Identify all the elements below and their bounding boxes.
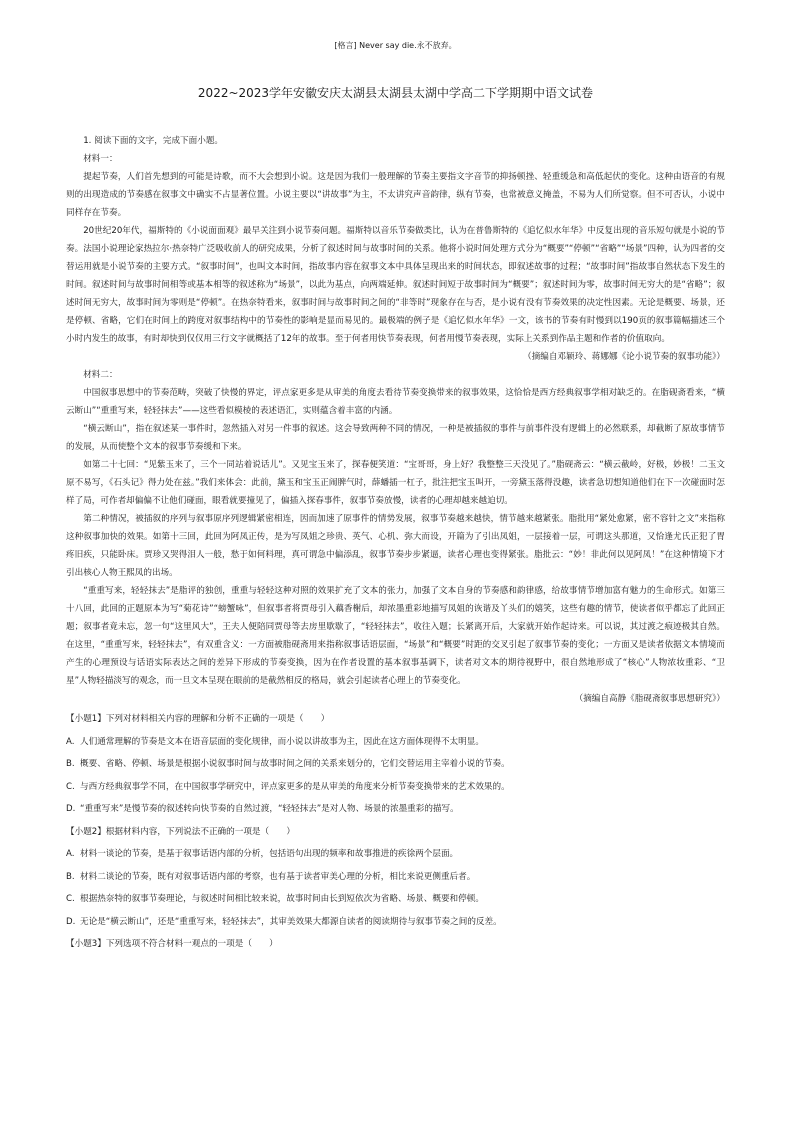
option-b[interactable] [66,866,725,889]
option-d[interactable] [66,798,725,821]
option-text: 根据热奈特的叙事节奏理论，与叙述时间相比较来说，故事时间由长到短依次为省略、场景、概要和停顿。 [80,894,484,904]
option-d[interactable] [66,911,725,934]
option-letter: D. [66,804,76,814]
question-2 [66,821,725,934]
material2-paragraph: 中国叙事思想中的节奏范畴，突破了快慢的界定，评点家更多是从审美的角度去看待节奏变换带来的叙事效果，这恰恰是西方经典叙事学相对缺乏的。在脂砚斋看来，“横云断山”“重重写来，轻轻抹去”——这些看似模棱的表述语汇，实则蕴含着丰富的内涵。 [66,388,725,416]
option-letter: A. [66,736,75,747]
option-c[interactable] [66,888,725,911]
material2-paragraph: 第二种情况，被插叙的序列与叙事原序列逻辑紧密相连，因而加速了原事件的情势发展，叙事节奏越来越快，情节越来越紧张。脂批用“紧处愈紧，密不容针之文”来指称这种叙事加快的效果。如第十三回，此回为阿凤正传，是为写凤姐之珍贵、英气、心机、弥大而设，开篇为了引出凤姐，一层接着一层，可谓这头那道，又恰逢尤氏正犯了胃疼旧疾，只能卧床。贾珍又哭得泪人一般，愁于如何料理，真可谓急中偏添乱，叙事节奏步步紧逼，读者心理也变得紧张。脂批云：“妙！非此何以见阿凤！”在这种情境下才引出核心人物王熙凤的出场。 [66,514,725,578]
option-text: 材料一谈论的节奏，是基于叙事话语内部的分析，包括语句出现的频率和故事推进的疾徐两个层面。 [80,849,459,859]
option-letter: B. [66,759,75,769]
option-text: 无论是“横云断山”，还是“重重写来，轻轻抹去”，其审美效果大都源自读者的阅读期待与叙事节奏之间的反差。 [80,916,502,927]
material2-paragraph: “重重写来，轻轻抹去”是脂评的独创，重重与轻轻这种对照的效果扩充了文本的张力，加强了文本自身的节奏感和韵律感，给故事情节增加富有魅力的生命形式。如第三十八回，此回的正题原本为写“菊花诗”“螃蟹咏”，但叙事者将贾母引入藕香榭后，却浓墨重彩地描写凤姐的诙谐及丫头们的嬉笑，这些有趣的情节，使读者似乎都忘了此回正题；叙事者竟未忘，忽一句“这里风大”，王夫人便陪同贾母等去房里歇歇了，“轻轻抹去”，收往入题；长紧离开后，大家就开始作起诗来。可以说，其过渡之痕迹极其自然。在这里，“重重写来，轻轻抹去”，有双重含义：一方面被脂砚斋用来指称叙事话语层面，“场景”和“概要”时距的交叉引起了叙事节奏的变化；一方面又是读者依据文本情境而产生的心理预设与话语实际表达之间的差异下形成的节奏变换，因为在作者设置的基本叙事基调下，读者对文本的期待视野中，很自然地形成了“核心”人物浓妆重彩、“卫星”人物轻描淡写的观念，而一旦文本呈现在眼前的是截然相反的格局，就会引起读者心理上的节奏变化。 [66,586,725,686]
option-letter: D. [66,916,76,927]
document-body [66,132,725,956]
option-letter: B. [66,871,75,882]
material2-source: （摘编自高静《脂砚斋叙事思想研究》） [574,694,725,704]
exam-title: 2022~2023学年安徽安庆太湖县太湖县太湖中学高二下学期期中语文试卷 [197,86,594,100]
option-letter: C. [66,894,75,904]
option-c[interactable] [66,776,725,799]
material1-source: （摘编自邓颖玲、蒋娜娜《论小说节奏的叙事功能》） [523,352,725,362]
option-text: 概要、省略、停顿、场景是根据小说叙事时间与故事时间之间的关系来划分的，它们交替运用主宰着小说的节奏。 [80,759,510,769]
option-text: 与西方经典叙事学不同，在中国叙事学研究中，评点家更多的是从审美的角度来分析节奏变换带来的艺术效果的。 [80,781,510,792]
material1-paragraph: 提起节奏，人们首先想到的可能是诗歌，而不大会想到小说。这是因为我们一般理解的节奏主要指文字音节的抑扬顿挫、轻重缓急和高低起伏的变化。这种由语音的有规则的出现造成的节奏感在叙事文中确实不占显著位置。小说主要以“讲故事”为主，不太讲究声音韵律，纵有节奏，也常被意义掩盖，不易为人们所觉察。但不可否认，小说中同样存在节奏。 [66,172,725,218]
instruction: 1. 阅读下面的文字，完成下面小题。 [83,136,224,146]
header-motto: [格言] Never say die.永不放弃。 [334,41,457,50]
question-3 [66,933,725,956]
option-letter: A. [66,849,75,859]
question-stem: 【小题3】下列选项不符合材料一观点的一项是（ ） [66,939,278,949]
material1-label: 材料一： [83,154,118,164]
question-stem: 【小题2】根据材料内容，下列说法不正确的一项是（ ） [66,826,295,837]
material1-paragraph: 20世纪20年代，福斯特的《小说面面观》最早关注到小说节奏问题。福斯特以音乐节奏做类比，认为在普鲁斯特的《追忆似水年华》中反复出现的音乐短句就是小说的节奏。法国小说理论家热拉尔·热奈特广泛吸收前人的研究成果，分析了叙述时间与故事时间的关系。他将小说时间处理方式分为“概要”“停顿”“省略”“场景”四种，认为四者的交替运用就是小说节奏的主要方式。“叙事时间”，也叫文本时间，指故事内容在叙事文本中具体呈现出来的时间状态，即叙述故事的过程；“故事时间”指故事自然状态下发生的时间。叙述时间与故事时间相等或基本相等的叙述称为“场景”，以此为基点，向两端延伸。叙述时间短于故事时间为“概要”；叙述时间为零，故事时间无穷大的是“省略”；叙述时间无穷大，故事时间为零则是“停顿”。在热奈特看来，叙事时间与故事时间之间的“非等时”现象存在与否，是小说有没有节奏效果的决定性因素。无论是概要、场景，还是停顿、省略，它们在时间上的跨度对叙事结构中的节奏性的影响是显而易见的。最极端的例子是《追忆似水年华》一文，该书的节奏有时慢到以190页的叙事篇幅描述三个小时内发生的故事，有时却快到仅仅用三行文字就概括了12年的故事。至于何者用快节奏表现，何者用慢节奏表现，实际上关系到作品主题和作者的价值取向。 [66,226,725,344]
option-a[interactable] [66,843,725,866]
option-b[interactable] [66,753,725,776]
material2-paragraph: 如第二十七回：“见紫玉来了，三个一同站着说话儿”。又见宝玉来了，探春便笑道：“宝哥哥，身上好？我整整三天没见了。”脂砚斋云：“横云截岭，好极，妙极！二玉文原不易写，《石头记》得力处在兹。”我们来体会：此前，黛玉和宝玉正闹脾气时，薛蟠插一杠子，批注把宝玉叫开，一旁黛玉落得没趣，读者急切想知道他们在下一次碰面时怎样了局，可作者却偏偏不让他们碰面，眼看就要撞见了，偏插入探春事件，叙事节奏放慢，读者的心理却越来越迫切。 [66,460,725,506]
option-text: 材料二谈论的节奏，既有对叙事话语内部的考察，也有基于读者审美心理的分析，相比来说更侧重后者。 [80,871,476,882]
option-a[interactable] [66,731,725,754]
option-text: 人们通常理解的节奏是文本在语音层面的变化规律，而小说以讲故事为主，因此在这方面体现得不太明显。 [80,736,484,747]
material2-paragraph: “横云断山”，指在叙述某一事件时，忽然插入对另一件事的叙述。这会导致两种不同的情况，一种是被插叙的事件与前事件没有逻辑上的必然联系，却截断了原故事情节的发展，从而使整个文本的叙事节奏缓和下来。 [66,424,725,452]
question-1 [66,708,725,821]
option-letter: C. [66,781,75,792]
question-stem: 【小题1】下列对材料相关内容的理解和分析不正确的一项是（ ） [66,714,330,724]
option-text: “重重写来”是慢节奏的叙述转向快节奏的自然过渡，“轻轻抹去”是对人物、场景的浓墨重彩的描写。 [80,804,459,814]
material2-label: 材料二： [83,370,118,380]
